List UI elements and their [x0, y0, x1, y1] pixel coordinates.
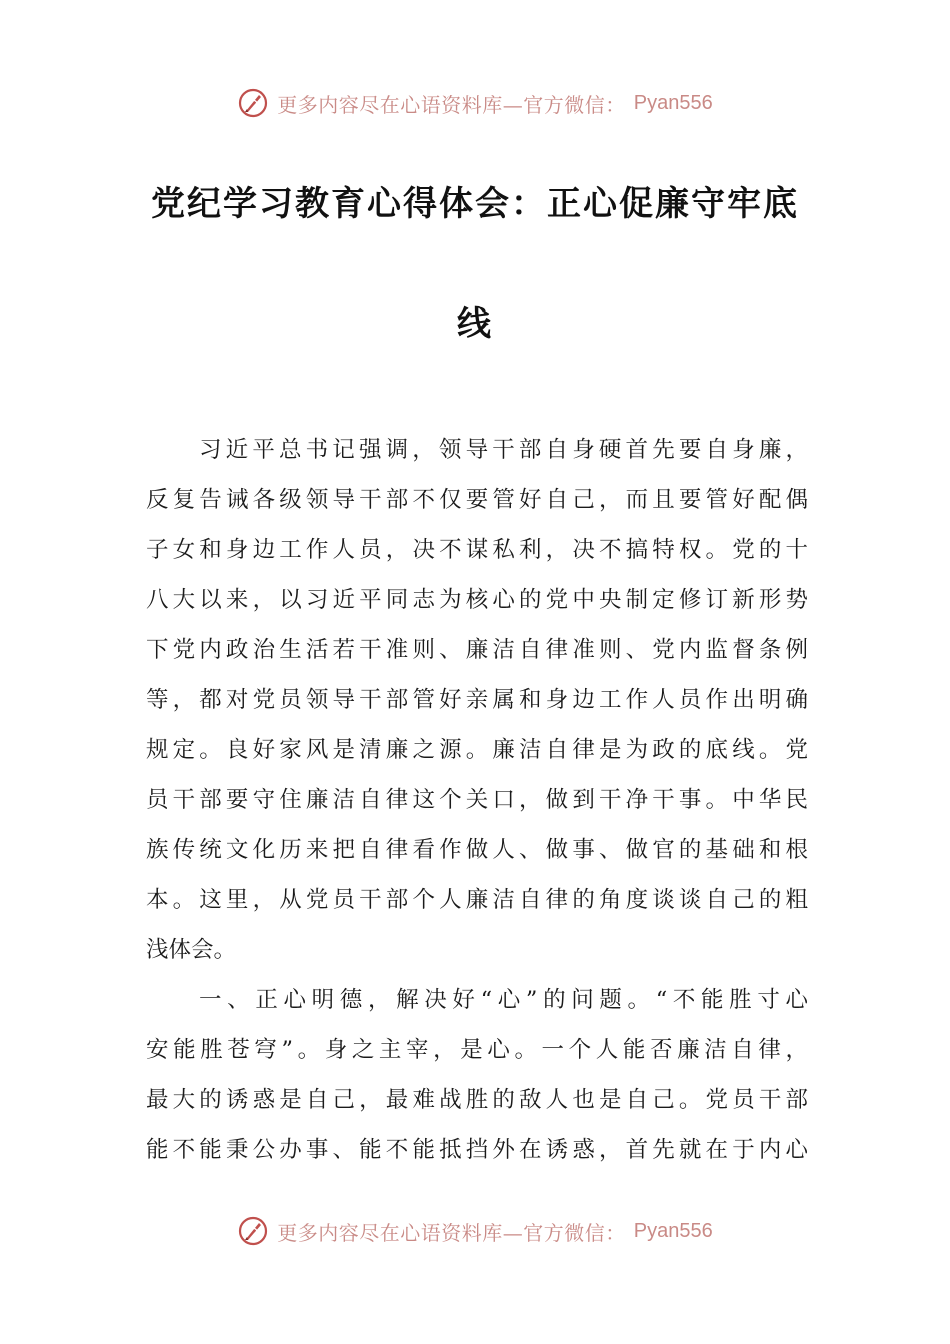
quill-logo-icon	[237, 87, 269, 119]
body-line: 安能胜苍穹”。身之主宰，是心。一个人能否廉洁自律，	[146, 1037, 808, 1063]
document-title-line-2: 线	[457, 304, 493, 344]
header-watermark	[0, 83, 950, 123]
body-line: 最大的诱惑是自己，最难战胜的敌人也是自己。党员干部	[146, 1087, 808, 1113]
body-line: 等，都对党员领导干部管好亲属和身边工作人员作出明确	[146, 687, 808, 713]
body-line: 子女和身边工作人员，决不谋私利，决不搞特权。党的十	[146, 537, 808, 563]
watermark-wechat-id: Pyan556	[633, 91, 713, 114]
body-line: 一、正心明德，解决好“心”的问题。“不能胜寸心	[199, 987, 808, 1013]
quill-logo-icon	[237, 1215, 269, 1247]
body-line: 习近平总书记强调，领导干部自身硬首先要自身廉，	[199, 437, 808, 463]
footer-watermark	[0, 1211, 950, 1251]
document-title-line-1: 党纪学习教育心得体会：正心促廉守牢底	[151, 184, 799, 224]
body-line: 反复告诫各级领导干部不仅要管好自己，而且要管好配偶	[146, 487, 808, 513]
watermark-text: 更多内容尽在心语资料库—官方微信：	[277, 92, 626, 117]
body-line: 八大以来，以习近平同志为核心的党中央制定修订新形势	[146, 587, 808, 613]
body-line: 本。这里，从党员干部个人廉洁自律的角度谈谈自己的粗	[146, 887, 808, 913]
body-line: 能不能秉公办事、能不能抵挡外在诱惑，首先就在于内心	[146, 1137, 808, 1163]
body-line: 下党内政治生活若干准则、廉洁自律准则、党内监督条例	[146, 637, 808, 663]
body-line: 规定。良好家风是清廉之源。廉洁自律是为政的底线。党	[146, 737, 808, 763]
document-body	[146, 425, 808, 1175]
body-line: 浅体会。	[146, 937, 237, 963]
watermark-wechat-id: Pyan556	[633, 1219, 713, 1242]
body-line: 员干部要守住廉洁自律这个关口，做到干净干事。中华民	[146, 787, 808, 813]
body-line: 族传统文化历来把自律看作做人、做事、做官的基础和根	[146, 837, 808, 863]
watermark-text: 更多内容尽在心语资料库—官方微信：	[277, 1220, 626, 1245]
